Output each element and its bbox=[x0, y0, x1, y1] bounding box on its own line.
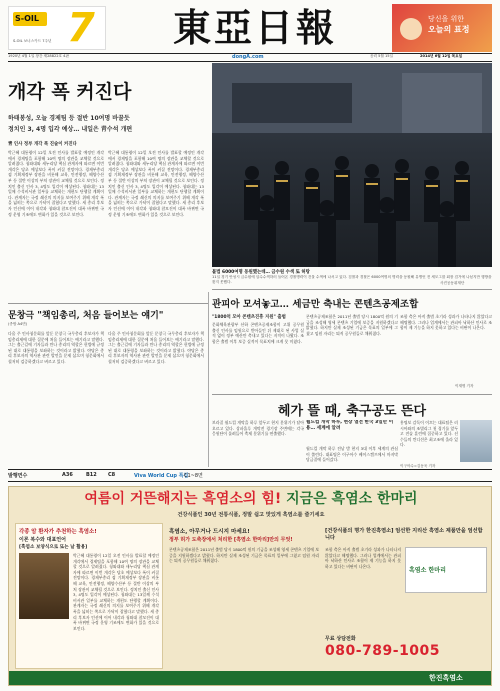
site-url[interactable]: dongA.com bbox=[232, 54, 264, 60]
ad-subline: 건강식품인 30년 전통식품, 정말 쉽고 맛있게 흑염소를 즐기세요 bbox=[177, 512, 325, 518]
ad-headline-part1: 여름이 거뜬해지는 흑염소의 힘! bbox=[84, 491, 282, 507]
ad-col3-title: [건강식품의 명가 한진흑염소] 엄선한 지리산 흑염소 제품만을 엄선합니다 bbox=[325, 528, 483, 541]
second-headline[interactable]: 관피아 모셔놓고… 세금만 축내는 콘텐츠공제조합 bbox=[212, 299, 419, 310]
lead-body-col1: 박근혜 대통령이 12일 오전 인사를 발표할 예정인 개각에서 경제팀을 포함해 10여 명의 장관을 교체할 것으로 알려졌다. 청와대와 새누리당 핵심 관계자에 따르면 이번 개각은 당초 예상보다 폭이 커질 전망이다. 경제부총리 겸 기획재정부 장관을 비롯해 교육, 안전행정, 해양수산부 등 절반 이상의 부처 장관이 교체될 것으로 보인다. 정치인 출신 인사 3, 4명도 입각이 예상된다. 청와대는 13일께 수석비서관 일부를 교체하는 개편도 단행할 계획이다. 관계자는 국정 쇄신의 의지를 보여주기 위해 개각 폭을 넓히는 쪽으로 가닥이 잡혔다고 말했다. 새 총리 후보자 인선에 이어 내각과 청와대 참모진이 대폭 바뀌면 국정 운영 기조에도 변화가 있을 것으로 보인다. bbox=[8, 150, 104, 217]
middle-body-col2: 콘텐츠공제조합은 2011년 출범 당시 1800억 원의 기금을 조성해 영세 콘텐츠 기업에 보증을 지원하겠다고 밝혔다. 하지만 실제 조성된 기금은 목표의 일부에 그쳤고 임원 자리는 퇴직 공무원들로 채워졌다. bbox=[306, 314, 398, 336]
index-label: 발행면수 bbox=[8, 473, 28, 479]
issue-line: 1920년 4월 1일 창간 제28822호 4판 bbox=[8, 54, 69, 58]
world-cup-pages: C1~8면 bbox=[184, 473, 203, 479]
date-line: 2014년 6월 12일 목요일 bbox=[420, 54, 463, 58]
middle-lead-text: "1800억 모아 콘텐츠진흥 지원" 출범 bbox=[212, 315, 286, 320]
left-story-body-col2: 다음 주 인사청문회를 앞둔 문창극 국무총리 후보자가 책임총리제에 대한 질문에 처음 들어보는 얘기라고 말했다. 그는 출근길에 기자들과 만나 총리의 역할은 헌법에 규정된 대로 대통령을 보좌하는 것이라고 밝혔다. 야당은 총리 후보자의 역사관 관련 발언을 문제 삼으며 청문회에서 철저히 검증하겠다고 벼르고 있다. bbox=[108, 331, 204, 364]
right-byline: 이재명 기자 bbox=[455, 384, 474, 388]
left-story-sub: (종합 A4면) bbox=[8, 322, 28, 326]
left-ad-box[interactable] bbox=[8, 6, 106, 50]
ad-box-subtitle: 이론 복수와 대표언어 bbox=[19, 537, 66, 543]
soccer-player-photo[interactable] bbox=[460, 420, 492, 462]
ad-phone-label: 무료 상담전화 bbox=[325, 636, 356, 642]
ad-headline-part2: 지금은 흑염소 한마리 bbox=[286, 491, 418, 507]
left-story-body-col1: 다음 주 인사청문회를 앞둔 문창극 국무총리 후보자가 책임총리제에 대한 질문에 처음 들어보는 얘기라고 말했다. 그는 출근길에 기자들과 만나 총리의 역할은 헌법에 규정된 대로 대통령을 보좌하는 것이라고 밝혔다. 야당은 총리 후보자의 역사관 관련 발언을 문제 삼으며 청문회에서 철저히 검증하겠다고 벼르고 있다. bbox=[8, 331, 104, 364]
ad-col2-title: 흑염소, 아무거나 드시지 마세요! bbox=[169, 529, 250, 535]
index-section-a[interactable]: A36 bbox=[62, 472, 73, 478]
ad-col2-sub: 정부 허가 도축장에서 처리한 [흑염소 한마리]만의 무엇! bbox=[169, 537, 293, 543]
sports-body-left: 브라질 월드컵 개막을 하루 앞두고 현지 분위기가 달아오르고 있다. 상파울루 개막전 경기장 주변에는 각국 응원단이 몰려들어 축제 분위기를 연출했다. bbox=[212, 420, 304, 437]
sports-body-mid: 월드컵 개막 하루 전날 밤 현지 3대 이후 세계의 관심이 쏠린다. 대표팀은 이구아수 베이스캠프에서 마지막 담금질에 들어갔다. bbox=[306, 446, 398, 463]
right-ad-box[interactable] bbox=[392, 4, 492, 52]
photo-caption-title: 불법 6000여명 동원했는데… 금수원 수색 또 허탕 bbox=[212, 270, 310, 275]
ad-col2-body: 콘텐츠공제조합은 2011년 출범 당시 1800억 원의 기금을 조성해 영세 콘텐츠 기업에 보증을 지원하겠다고 밝혔다. 하지만 실제 조성된 기금은 목표의 일부에 그쳤고 임원 자리는 퇴직 공무원들로 채워졌다. bbox=[169, 547, 319, 564]
sports-body-right: 홍명보 감독이 이끄는 대표팀은 러시아와의 조별리그 첫 경기를 앞두고 전술 훈련에 집중하고 있다. 선수들의 컨디션은 최고조에 올라 있다. bbox=[400, 420, 458, 448]
ad-product-photo bbox=[19, 553, 69, 619]
soil-sub-text: S-OIL 보너스카드 7주년 bbox=[13, 39, 52, 43]
lead-sub1: 하태봉성, 오늘 경제팀 등 절반 10여명 바꿀듯 bbox=[8, 115, 130, 122]
goat-ad[interactable] bbox=[8, 486, 492, 686]
newspaper-title[interactable]: 東亞日報 bbox=[172, 5, 337, 50]
left-story-headline[interactable]: 문창극 "책임총리, 처음 들어보는 얘기" bbox=[8, 311, 164, 321]
lead-byline: 靑 인사 정부 개각 폭 진술이 커진다 bbox=[8, 142, 77, 147]
sports-byline: 이구아수=김동욱 기자 bbox=[400, 464, 436, 468]
ad-brand[interactable]: 한진흑염소 bbox=[429, 674, 463, 682]
right-ad-line2: 오늘의 표정 bbox=[428, 25, 470, 34]
right-body: 조합 측은 아직 출범 초기라 성과가 나타나지 않았다고 해명했다. 그러나 업계에서는 관피아 낙하산 인사로 조합이 제 기능을 하지 못하고 있다는 비판이 나온다. bbox=[400, 314, 492, 331]
lead-body-col2: 박근혜 대통령이 12일 오전 인사를 발표할 예정인 개각에서 경제팀을 포함해 10여 명의 장관을 교체할 것으로 알려졌다. 청와대와 새누리당 핵심 관계자에 따르면 이번 개각은 당초 예상보다 폭이 커질 전망이다. 경제부총리 겸 기획재정부 장관을 비롯해 교육, 안전행정, 해양수산부 등 절반 이상의 부처 장관이 교체될 것으로 보인다. 정치인 출신 인사 3, 4명도 입각이 예상된다. 청와대는 13일께 수석비서관 일부를 교체하는 개편도 단행할 계획이다. 관계자는 국정 쇄신의 의지를 보여주기 위해 개각 폭을 넓히는 쪽으로 가닥이 잡혔다고 말했다. 새 총리 후보자 인선에 이어 내각과 청와대 참모진이 대폭 바뀌면 국정 운영 기조에도 변화가 있을 것으로 보인다. bbox=[108, 150, 204, 217]
police-crowd-illustration bbox=[212, 63, 492, 267]
ad-product-label: 흑염소 한마리 bbox=[409, 567, 446, 574]
police-search-photo[interactable] bbox=[212, 63, 492, 267]
lead-sub2: 정치인 3, 4명 입각 예상… 내일은 靑수석 개편 bbox=[8, 126, 133, 133]
middle-body-col1: 문화체육관광부 산하 콘텐츠공제조합이 고위 공무원 출신 인사를 임원으로 받아들인 뒤 제대로 된 사업 실적 없이 정부 예산만 축내고 있다는 지적이 나왔다. 조합은 출범 이후 보증 실적이 목표치에 크게 못 미쳤다. bbox=[212, 322, 304, 344]
ad-footer-strip bbox=[9, 671, 492, 686]
world-cup-label[interactable]: Viva World Cup 특집 bbox=[134, 473, 189, 479]
ad-box-title: 각종 암 환자가 추천하는 흑염소! bbox=[19, 529, 97, 535]
soil-brand-text: S-OIL bbox=[15, 14, 39, 23]
sports-quote: 월드컵 개막 하루, 현장 열전 한국 3일만 이용… 세계에 알려 bbox=[306, 420, 394, 431]
ad-headline bbox=[9, 490, 492, 508]
lead-headline[interactable]: 개각 폭 커진다 bbox=[8, 81, 132, 103]
weekday-note: 음력 5월 15일 bbox=[370, 54, 394, 58]
soil-big-seven: 7 bbox=[67, 6, 95, 50]
sports-headline[interactable]: 헤가 뜰 때, 축구공도 뜬다 bbox=[277, 404, 427, 419]
ad-col3-body: 조합 측은 아직 출범 초기라 성과가 나타나지 않았다고 해명했다. 그러나 업계에서는 관피아 낙하산 인사로 조합이 제 기능을 하지 못하고 있다는 비판이 나온다. bbox=[325, 547, 401, 569]
ad-box-note: [흑염소 보양식으로 또는 날 활용] bbox=[19, 545, 88, 550]
ad-phone[interactable]: 080-789-1005 bbox=[325, 643, 441, 659]
right-ad-line1: 당신을 위한 bbox=[428, 15, 465, 23]
face-illustration bbox=[400, 18, 422, 40]
photo-credit: 사진공동취재단 bbox=[440, 281, 465, 285]
index-section-b[interactable]: B12 bbox=[86, 472, 97, 478]
index-section-c[interactable]: C8 bbox=[108, 472, 116, 478]
photo-caption-text: 11일 경기 안성시 금수원에 압수수색하러 들어온 경찰병력이 건물 수색에 나서고 있다. 검찰과 경찰은 6000여명의 병력을 동원해 유병언 전 세모그룹 회장 검거에 나섰지만 행방을 찾지 못했다. bbox=[212, 275, 492, 285]
ad-box-body: 박근혜 대통령이 12일 오전 인사를 발표할 예정인 개각에서 경제팀을 포함해 10여 명의 장관을 교체할 것으로 알려졌다. 청와대와 새누리당 핵심 관계자에 따르면 이번 개각은 당초 예상보다 폭이 커질 전망이다. 경제부총리 겸 기획재정부 장관을 비롯해 교육, 안전행정, 해양수산부 등 절반 이상의 부처 장관이 교체될 것으로 보인다. 정치인 출신 인사 3, 4명도 입각이 예상된다. 청와대는 13일께 수석비서관 일부를 교체하는 개편도 단행할 계획이다. 관계자는 국정 쇄신의 의지를 보여주기 위해 개각 폭을 넓히는 쪽으로 가닥이 잡혔다고 말했다. 새 총리 후보자 인선에 이어 내각과 청와대 참모진이 대폭 바뀌면 국정 운영 기조에도 변화가 있을 것으로 보인다. bbox=[73, 553, 159, 631]
